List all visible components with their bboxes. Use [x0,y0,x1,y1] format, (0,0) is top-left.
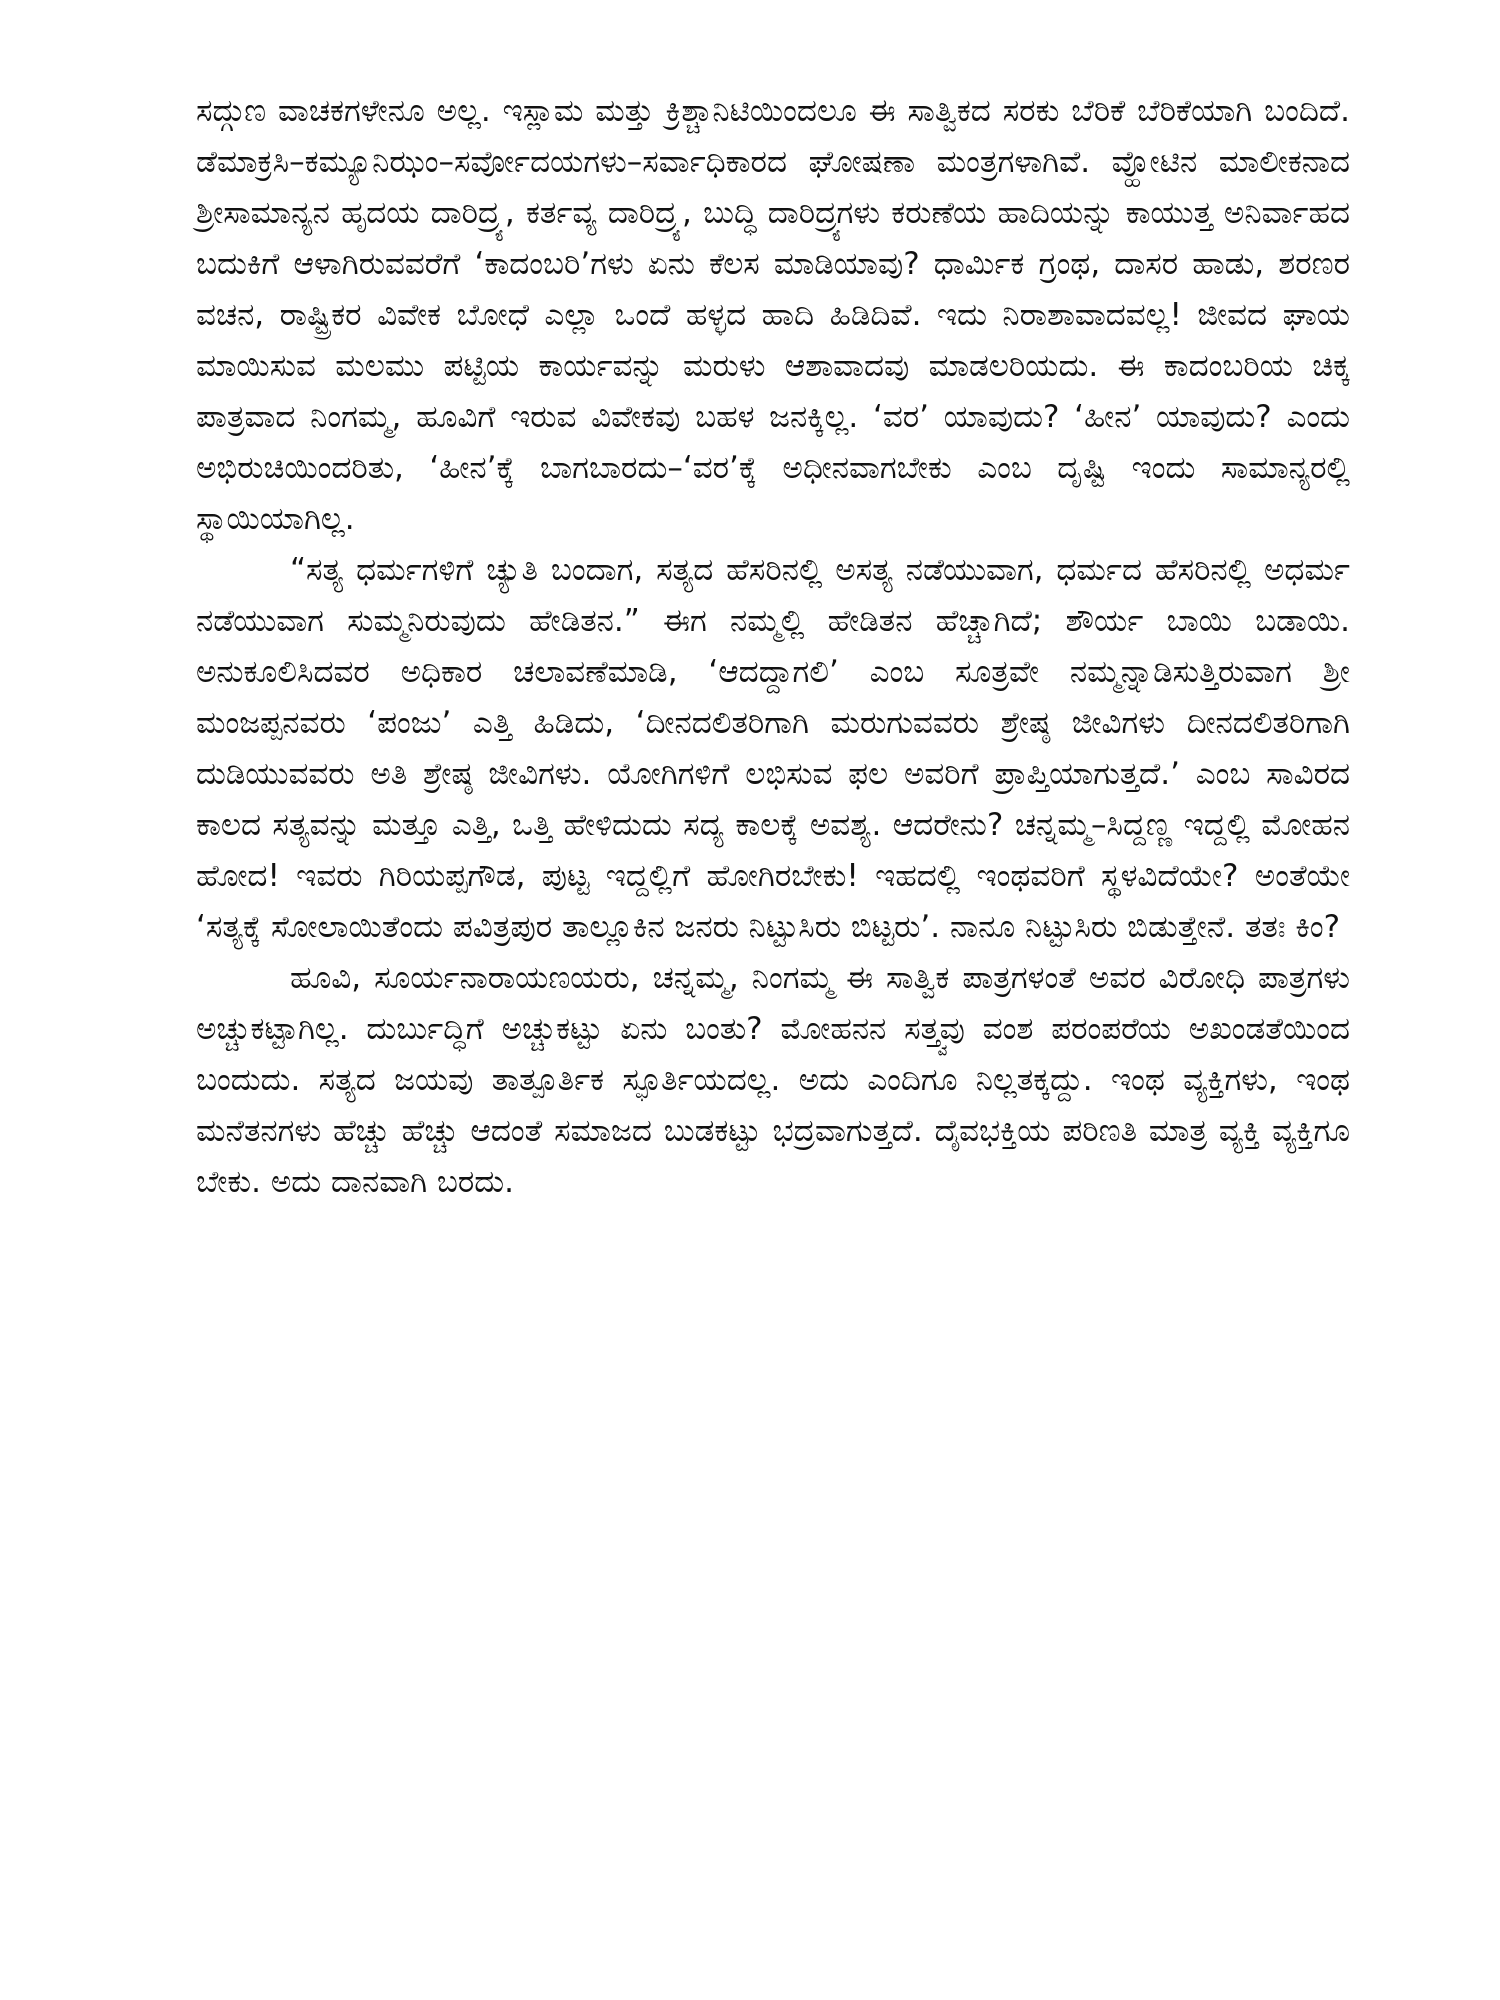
body-text [196,86,1350,1208]
paragraph-3: ಹೂವಿ, ಸೂರ್ಯನಾರಾಯಣಯರು, ಚನ್ನಮ್ಮ, ನಿಂಗಮ್ಮ ಈ ಸಾತ್ವಿಕ ಪಾತ್ರಗಳಂತೆ ಅವರ ವಿರೋಧಿ ಪಾತ್ರಗಳು ಅಚ್ಚುಕಟ್ಟಾಗಿಲ್ಲ. ದುರ್ಬುದ್ಧಿಗೆ ಅಚ್ಚುಕಟ್ಟು ಏನು ಬಂತು? ಮೋಹನನ ಸತ್ತ್ವವು ವಂಶ ಪರಂಪರೆಯ ಅಖಂಡತೆಯಿಂದ ಬಂದುದು. ಸತ್ಯದ ಜಯವು ತಾತ್ಪೂರ್ತಿಕ ಸ್ಫೂರ್ತಿಯದಲ್ಲ. ಅದು ಎಂದಿಗೂ ನಿಲ್ಲತಕ್ಕದ್ದು. ಇಂಥ ವ್ಯಕ್ತಿಗಳು, ಇಂಥ ಮನೆತನಗಳು ಹೆಚ್ಚು ಹೆಚ್ಚು ಆದಂತೆ ಸಮಾಜದ ಬುಡಕಟ್ಟು ಭದ್ರವಾಗುತ್ತದೆ. ದೈವಭಕ್ತಿಯ ಪರಿಣತಿ ಮಾತ್ರ ವ್ಯಕ್ತಿ ವ್ಯಕ್ತಿಗೂ ಬೇಕು. ಅದು ದಾನವಾಗಿ ಬರದು. [196,960,1350,1200]
paragraph-1: ಸದ್ಗುಣ ವಾಚಕಗಳೇನೂ ಅಲ್ಲ. ಇಸ್ಲಾಮ ಮತ್ತು ಕ್ರಿಶ್ಚಾನಿಟಿಯಿಂದಲೂ ಈ ಸಾತ್ವಿಕದ ಸರಕು ಬೆರಿಕೆ ಬೆರಿಕೆಯಾಗಿ ಬಂದಿದೆ. ಡೆಮಾಕ್ರಸಿ–ಕಮ್ಯೂನಿಝಂ–ಸರ್ವೋದಯಗಳು–ಸರ್ವಾಧಿಕಾರದ ಘೋಷಣಾ ಮಂತ್ರಗಳಾಗಿವೆ. ವ್ಹೋಟಿನ ಮಾಲೀಕನಾದ ಶ್ರೀಸಾಮಾನ್ಯನ ಹೃದಯ ದಾರಿದ್ರ್ಯ, ಕರ್ತವ್ಯ ದಾರಿದ್ರ್ಯ, ಬುದ್ಧಿ ದಾರಿದ್ರ್ಯಗಳು ಕರುಣೆಯ ಹಾದಿಯನ್ನು ಕಾಯುತ್ತ ಅನಿರ್ವಾಹದ ಬದುಕಿಗೆ ಆಳಾಗಿರುವವರೆಗೆ ‘ಕಾದಂಬರಿ’ಗಳು ಏನು ಕೆಲಸ ಮಾಡಿಯಾವು? ಧಾರ್ಮಿಕ ಗ್ರಂಥ, ದಾಸರ ಹಾಡು, ಶರಣರ ವಚನ, ರಾಷ್ಟ್ರಿಕರ ವಿವೇಕ ಬೋಧೆ ಎಲ್ಲಾ ಒಂದೆ ಹಳ್ಳದ ಹಾದಿ ಹಿಡಿದಿವೆ. ಇದು ನಿರಾಶಾವಾದವಲ್ಲ! ಜೀವದ ಘಾಯ ಮಾಯಿಸುವ ಮಲಮು ಪಟ್ಟಿಯ ಕಾರ್ಯವನ್ನು ಮರುಳು ಆಶಾವಾದವು ಮಾಡಲರಿಯದು. ಈ ಕಾದಂಬರಿಯ ಚಿಕ್ಕ ಪಾತ್ರವಾದ ನಿಂಗಮ್ಮ, ಹೂವಿಗೆ ಇರುವ ವಿವೇಕವು ಬಹಳ ಜನಕ್ಕಿಲ್ಲ. ‘ವರ’ ಯಾವುದು? ‘ಹೀನ’ ಯಾವುದು? ಎಂದು ಅಭಿರುಚಿಯಿಂದರಿತು, ‘ಹೀನ’ಕ್ಕೆ ಬಾಗಬಾರದು–‘ವರ’ಕ್ಕೆ ಅಧೀನವಾಗಬೇಕು ಎಂಬ ದೃಷ್ಟಿ ಇಂದು ಸಾಮಾನ್ಯರಲ್ಲಿ ಸ್ಥಾಯಿಯಾಗಿಲ್ಲ. [196,93,1350,537]
paragraph-2: “ಸತ್ಯ ಧರ್ಮಗಳಿಗೆ ಚ್ಯುತಿ ಬಂದಾಗ, ಸತ್ಯದ ಹೆಸರಿನಲ್ಲಿ ಅಸತ್ಯ ನಡೆಯುವಾಗ, ಧರ್ಮದ ಹೆಸರಿನಲ್ಲಿ ಅಧರ್ಮ ನಡೆಯುವಾಗ ಸುಮ್ಮನಿರುವುದು ಹೇಡಿತನ.” ಈಗ ನಮ್ಮಲ್ಲಿ ಹೇಡಿತನ ಹೆಚ್ಚಾಗಿದೆ; ಶೌರ್ಯ ಬಾಯಿ ಬಡಾಯಿ. ಅನುಕೂಲಿಸಿದವರ ಅಧಿಕಾರ ಚಲಾವಣೆಮಾಡಿ, ‘ಆದದ್ದಾಗಲಿ’ ಎಂಬ ಸೂತ್ರವೇ ನಮ್ಮನ್ನಾಡಿಸುತ್ತಿರುವಾಗ ಶ್ರೀ ಮಂಜಪ್ಪನವರು ‘ಪಂಜು’ ಎತ್ತಿ ಹಿಡಿದು, ‘ದೀನದಲಿತರಿಗಾಗಿ ಮರುಗುವವರು ಶ್ರೇಷ್ಠ ಜೀವಿಗಳು ದೀನದಲಿತರಿಗಾಗಿ ದುಡಿಯುವವರು ಅತಿ ಶ್ರೇಷ್ಠ ಜೀವಿಗಳು. ಯೋಗಿಗಳಿಗೆ ಲಭಿಸುವ ಫಲ ಅವರಿಗೆ ಪ್ರಾಪ್ತಿಯಾಗುತ್ತದೆ.’ ಎಂಬ ಸಾವಿರದ ಕಾಲದ ಸತ್ಯವನ್ನು ಮತ್ತೂ ಎತ್ತಿ, ಒತ್ತಿ ಹೇಳಿದುದು ಸದ್ಯ ಕಾಲಕ್ಕೆ ಅವಶ್ಯ. ಆದರೇನು? ಚನ್ನಮ್ಮ–ಸಿದ್ದಣ್ಣ ಇದ್ದಲ್ಲಿ ಮೋಹನ ಹೋದ! ಇವರು ಗಿರಿಯಪ್ಪಗೌಡ, ಪುಟ್ಟ ಇದ್ದಲ್ಲಿಗೆ ಹೋಗಿರಬೇಕು! ಇಹದಲ್ಲಿ ಇಂಥವರಿಗೆ ಸ್ಥಳವಿದೆಯೇ? ಅಂತೆಯೇ ‘ಸತ್ಯಕ್ಕೆ ಸೋಲಾಯಿತೆಂದು ಪವಿತ್ರಪುರ ತಾಲ್ಲೂಕಿನ ಜನರು ನಿಟ್ಟುಸಿರು ಬಿಟ್ಟರು’. ನಾನೂ ನಿಟ್ಟುಸಿರು ಬಿಡುತ್ತೇನೆ. ತತಃ ಕಿಂ? [196,552,1350,945]
